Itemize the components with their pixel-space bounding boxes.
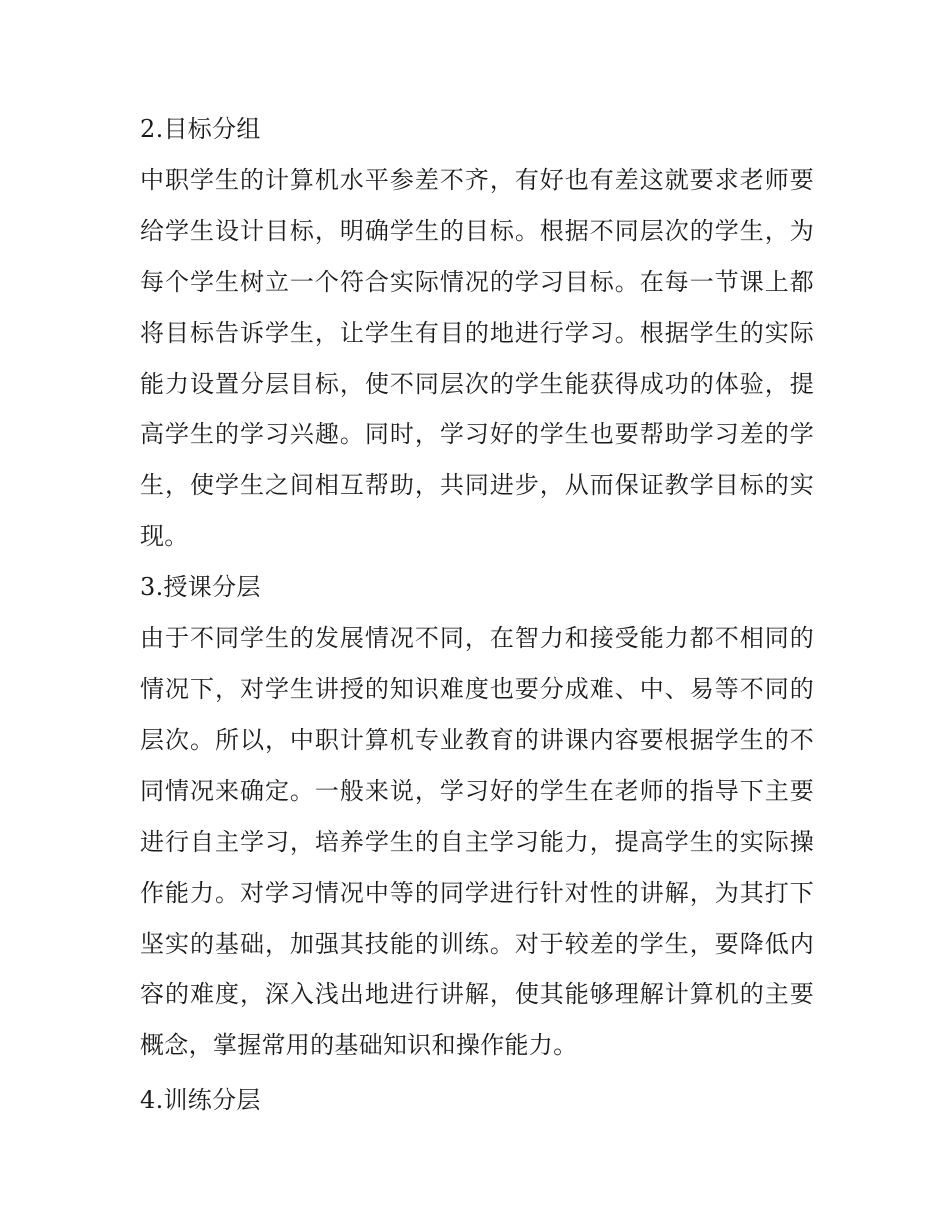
document-page	[140, 104, 814, 1126]
section-heading-target-grouping: 2.目标分组	[140, 115, 261, 143]
section-body-teaching-layers: 由于不同学生的发展情况不同，在智力和接受能力都不相同的情况下，对学生讲授的知识难度也要分成难、中、易等不同的层次。所以，中职计算机专业教育的讲课内容要根据学生的不同情况来确定。一般来说，学习好的学生在老师的指导下主要进行自主学习，培养学生的自主学习能力，提高学生的实际操作能力。对学习情况中等的同学进行针对性的讲解，为其打下坚实的基础，加强其技能的训练。对于较差的学生，要降低内容的难度，深入浅出地进行讲解，使其能够理解计算机的主要概念，掌握常用的基础知识和操作能力。	[140, 624, 814, 1060]
section-heading-training-layers: 4.训练分层	[140, 1086, 261, 1115]
section-heading-teaching-layers: 3.授课分层	[140, 573, 261, 602]
section-body-target-grouping: 中职学生的计算机水平参差不齐，有好也有差这就要求老师要给学生设计目标，明确学生的目标。根据不同层次的学生，为每个学生树立一个符合实际情况的学习目标。在每一节课上都将目标告诉学生，让学生有目的地进行学习。根据学生的实际能力设置分层目标，使不同层次的学生能获得成功的体验，提高学生的学习兴趣。同时，学习好的学生也要帮助学习差的学生，使学生之间相互帮助，共同进步，从而保证教学目标的实现。	[140, 165, 814, 551]
